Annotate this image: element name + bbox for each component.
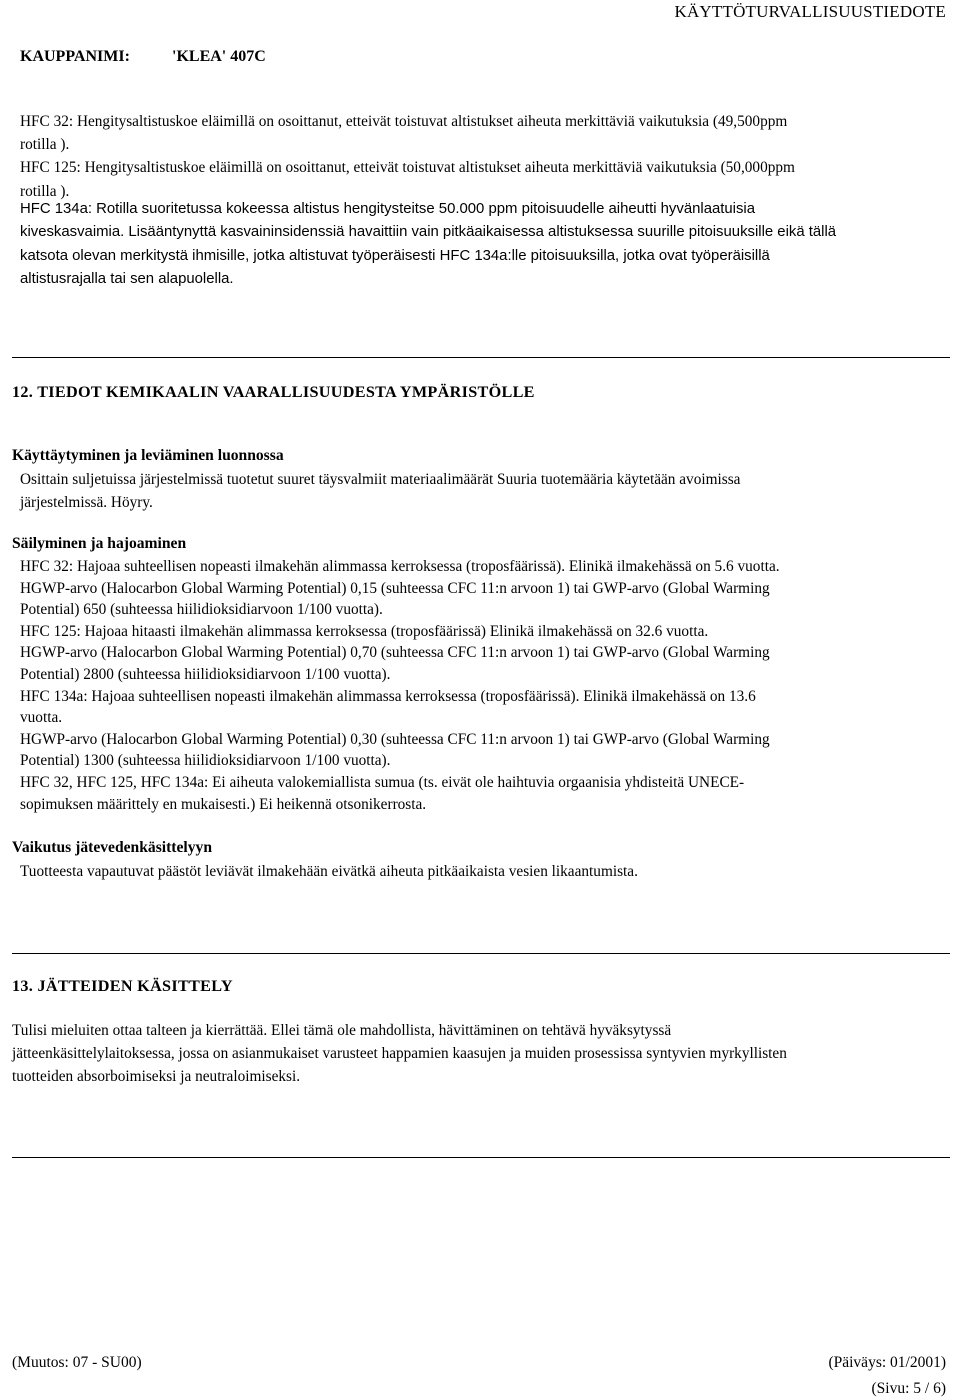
text-line: Potential) 650 (suhteessa hiilidioksidiarvoon 1/100 vuotta). — [20, 601, 383, 619]
text-line: Potential) 2800 (suhteessa hiilidioksidiarvoon 1/100 vuotta). — [20, 665, 391, 683]
behaviour-heading: Käyttäytyminen ja leviäminen luonnossa — [12, 447, 284, 464]
trade-name-row — [20, 48, 266, 66]
wastewater-heading: Vaikutus jätevedenkäsittelyyn — [12, 839, 212, 856]
text-line: Tuotteesta vapautuvat päästöt leviävät ilmakehään eivätkä aiheuta pitkäaikaista vesien likaantumista. — [20, 863, 638, 880]
text-line: tuotteiden absorboimiseksi ja neutraloimiseksi. — [12, 1068, 301, 1086]
text-line: katsota olevan merkitystä ihmisille, jotka altistuvat työperäisesti HFC 134a:lle pitoisuuksilla, jotka ovat työperäisillä — [20, 247, 770, 264]
text-line: HFC 32: Hengitysaltistuskoe eläimillä on osoittanut, etteivät toistuvat altistukset aiheuta merkittäviä vaikutuksia (49,500ppm — [20, 113, 788, 130]
text-line: Tulisi mieluiten ottaa talteen ja kierrättää. Ellei tämä ole mahdollista, hävittäminen on tehtävä hyväksytyssä — [12, 1022, 672, 1039]
section-divider — [12, 357, 950, 358]
page-number: (Sivu: 5 / 6) — [871, 1380, 946, 1397]
text-line: Osittain suljetuissa järjestelmissä tuotetut suuret täysvalmiit materiaalimäärät Suuria tuotemääria käytetään avoimissa — [20, 471, 741, 488]
section-divider — [12, 953, 950, 954]
document-type-title: KÄYTTÖTURVALLISUUSTIEDOTE — [674, 2, 946, 21]
toxicology-hfc134a — [20, 198, 935, 292]
behaviour-text — [20, 468, 935, 514]
text-line: Potential) 1300 (suhteessa hiilidioksidiarvoon 1/100 vuotta). — [20, 752, 391, 770]
trade-name-value: 'KLEA' 407C — [172, 48, 266, 65]
trade-name-label: KAUPPANIMI: — [20, 48, 130, 65]
text-line: jätteenkäsittelylaitoksessa, jossa on asianmukaiset varusteet happamien kaasujen ja muiden prosessissa syntyvien myrkyllisten — [12, 1045, 787, 1063]
text-line: sopimuksen määrittely en mukaisesti.) Ei heikennä otsonikerrosta. — [20, 795, 427, 813]
text-line: rotilla ). — [20, 182, 70, 200]
text-line: kiveskasvaimia. Lisääntynyttä kasvaininsidenssiä havaittiin vain pitkäaikaisessa altistuksessa suurille pitoisuuksille eikä tällä — [20, 224, 837, 241]
text-line: HFC 125: Hajoaa hitaasti ilmakehän alimmassa kerroksessa (troposfäärissä) Elinikä ilmakehässä on 32.6 vuotta. — [20, 622, 709, 640]
toxicology-hfc32-hfc125 — [20, 110, 935, 203]
text-line: HGWP-arvo (Halocarbon Global Warming Potential) 0,70 (suhteessa CFC 11:n arvoon 1) tai GWP-arvo (Global Warming — [20, 644, 770, 662]
text-line: HFC 32, HFC 125, HFC 134a: Ei aiheuta valokemiallista sumua (ts. eivät ole haihtuvia orgaanisia yhdisteitä UNECE- — [20, 773, 745, 791]
persistence-text — [20, 556, 935, 815]
section-13-title: 13. JÄTTEIDEN KÄSITTELY — [12, 977, 233, 995]
section-divider — [12, 1157, 950, 1158]
date-label: (Päiväys: 01/2001) — [828, 1354, 946, 1371]
text-line: HFC 125: Hengitysaltistuskoe eläimillä on osoittanut, etteivät toistuvat altistukset aiheuta merkittäviä vaikutuksia (50,000ppm — [20, 159, 795, 177]
text-line: HFC 134a: Rotilla suoritetussa kokeessa altistus hengitysteitse 50.000 ppm pitoisuudelle aiheutti hyvänlaatuisia — [20, 201, 756, 217]
text-line: HGWP-arvo (Halocarbon Global Warming Potential) 0,30 (suhteessa CFC 11:n arvoon 1) tai GWP-arvo (Global Warming — [20, 730, 770, 748]
revision-label: (Muutos: 07 - SU00) — [12, 1354, 142, 1371]
text-line: HGWP-arvo (Halocarbon Global Warming Potential) 0,15 (suhteessa CFC 11:n arvoon 1) tai GWP-arvo (Global Warming — [20, 579, 770, 597]
text-line: HFC 32: Hajoaa suhteellisen nopeasti ilmakehän alimmassa kerroksessa (troposfäärissä). Elinikä ilmakehässä on 5.6 vuotta. — [20, 558, 780, 575]
wastewater-text — [20, 860, 935, 883]
text-line: vuotta. — [20, 709, 63, 727]
section-12-title: 12. TIEDOT KEMIKAALIN VAARALLISUUDESTA YMPÄRISTÖLLE — [12, 383, 535, 401]
text-line: rotilla ). — [20, 136, 70, 154]
disposal-text — [12, 1019, 942, 1089]
text-line: altistusrajalla tai sen alapuolella. — [20, 271, 234, 288]
text-line: järjestelmissä. Höyry. — [20, 494, 153, 512]
text-line: HFC 134a: Hajoaa suhteellisen nopeasti ilmakehän alimmassa kerroksessa (troposfäärissä). Elinikä ilmakehässä on 13.6 — [20, 687, 756, 705]
persistence-heading: Säilyminen ja hajoaminen — [12, 535, 187, 552]
